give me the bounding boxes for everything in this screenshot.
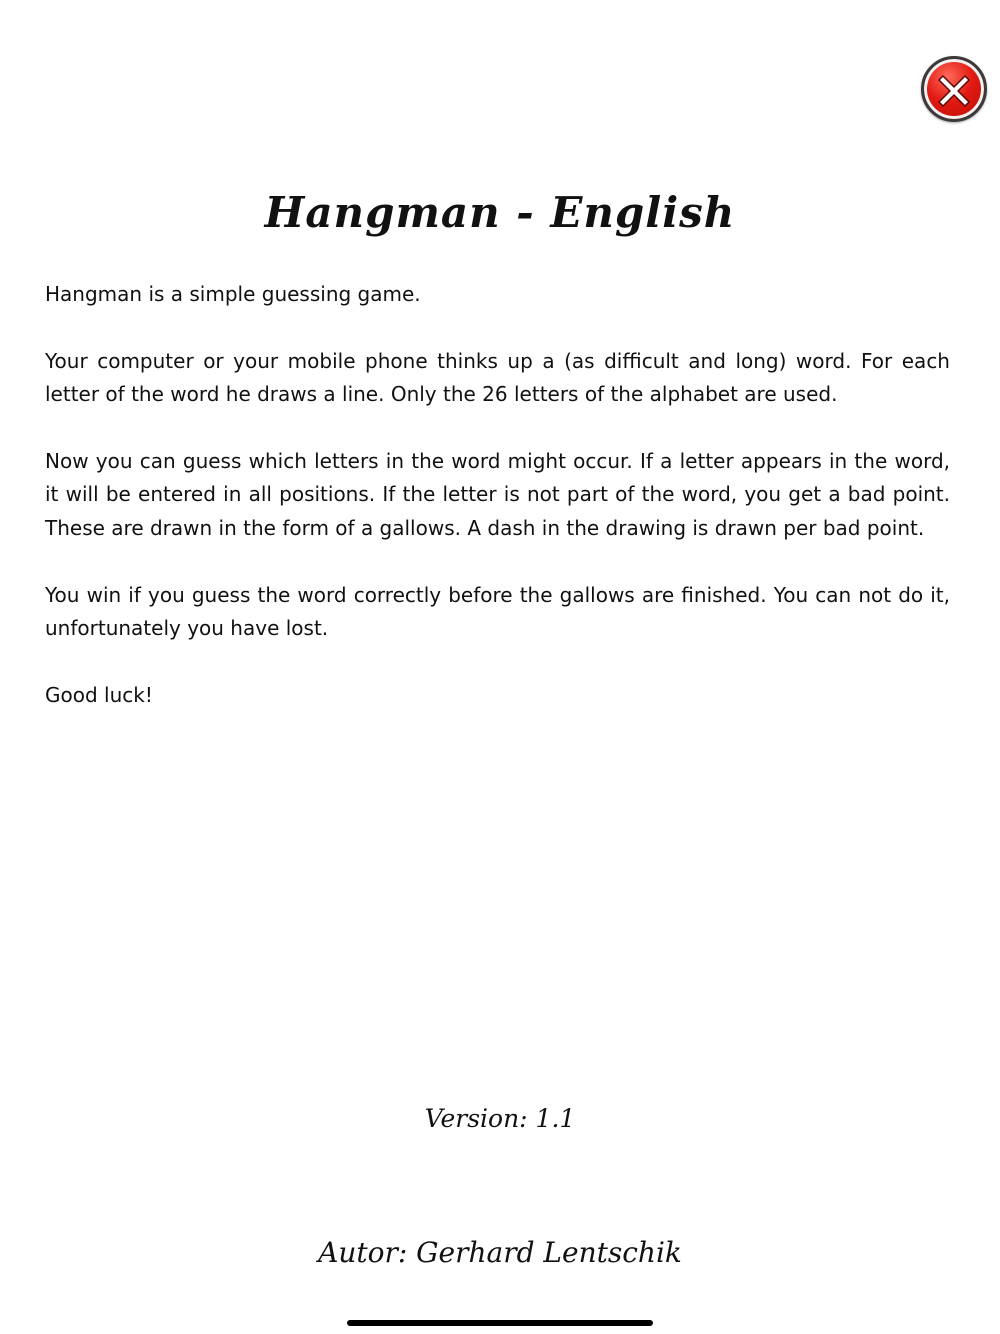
close-button[interactable] xyxy=(921,56,987,122)
author-label: Autor: Gerhard Lentschik xyxy=(318,1236,682,1269)
instructions-text xyxy=(45,278,950,746)
paragraph-word: Your computer or your mobile phone thinks up a (as difficult and long) word. For each letter of the word he draws a line. Only the 26 letters of the alphabet are used. xyxy=(45,348,950,407)
paragraph-guessing: Now you can guess which letters in the word might occur. If a letter appears in the word, it will be entered in all positions. If the letter is not part of the word, you get a bad point. These are drawn in the form of a gallows. A dash in the drawing is drawn per bad point. xyxy=(45,449,950,540)
page-title: Hangman - English xyxy=(264,188,736,237)
home-indicator[interactable] xyxy=(347,1320,653,1326)
paragraph-intro: Hangman is a simple guessing game. xyxy=(45,282,421,306)
paragraph-win: You win if you guess the word correctly before the gallows are finished. You can not do it, unfortunately you have lost. xyxy=(45,582,950,641)
paragraph-good-luck: Good luck! xyxy=(45,682,153,707)
close-icon xyxy=(924,59,984,119)
version-label: Version: 1.1 xyxy=(424,1104,576,1133)
